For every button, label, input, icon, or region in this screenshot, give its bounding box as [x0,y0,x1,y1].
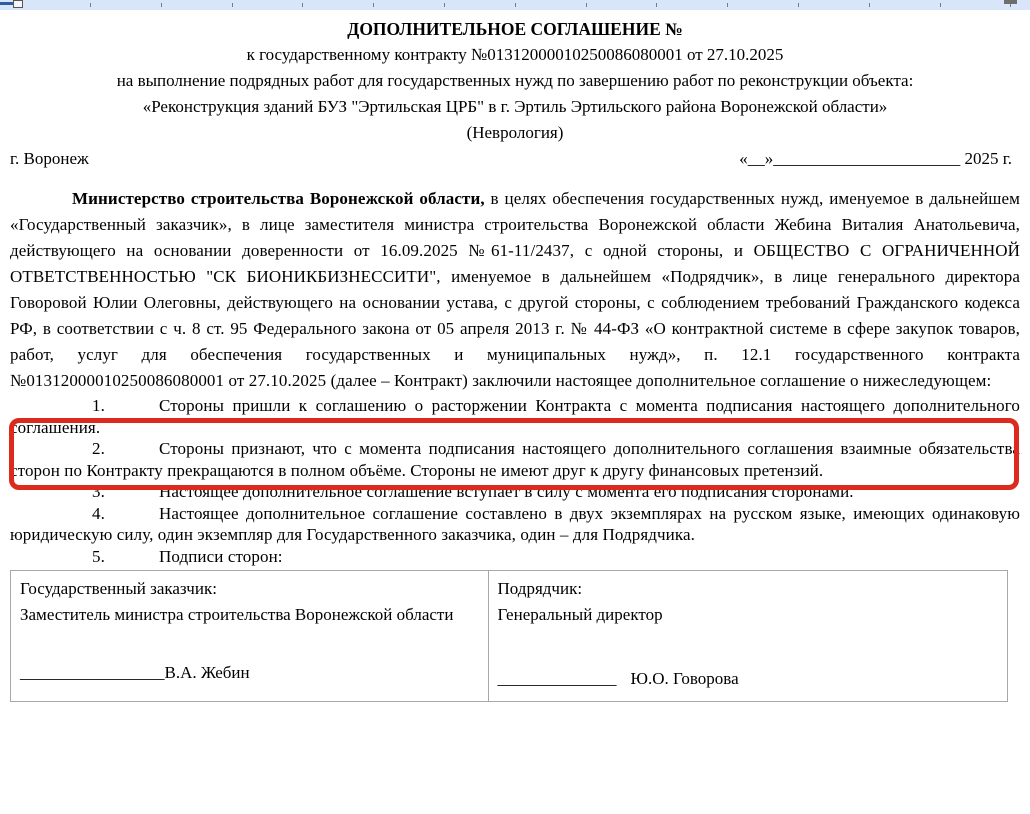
ruler-tick [656,3,657,7]
clause-text: Настоящее дополнительное соглашение вступает в силу с момента его подписания сторонами. [159,482,854,501]
clause-text: Подписи сторон: [159,546,283,566]
ruler-tick [232,3,233,7]
clause-text: Стороны пришли к соглашению о расторжении Контракта с момента подписания настоящего дополнительного соглашения. [10,396,1020,437]
customer-signature-row [20,660,479,686]
document-page [0,10,1030,702]
ruler-tick [302,3,303,7]
clause-number: 2. [92,439,105,458]
dateline-city: г. Воронеж [10,149,89,168]
customer-cell [11,571,489,701]
signature-table [10,570,1008,702]
ruler-indent-marker[interactable] [13,0,23,8]
clause-number: 1. [92,396,105,415]
clause-item-4 [10,503,1020,546]
ruler-tick [515,3,516,7]
customer-signatory-name: В.А. Жебин [164,663,250,682]
contractor-role: Подрядчик: [497,579,583,598]
customer-signature-blank: _________________ [20,663,165,682]
ruler-tick [869,3,870,7]
ruler-tick [1010,3,1011,7]
clause-number: 5. [92,546,105,566]
clause-text: Стороны признают, что с момента подписания настоящего дополнительного соглашения взаимные обязательства сторон по Контракту прекращаются в полном объёме. Стороны не имеют друг к другу финансовых претензий. [10,439,1020,480]
ruler-end-cap [1004,0,1017,4]
contractor-signature-blank: ______________ [497,669,617,688]
dateline-date-blank: «__»______________________ 2025 г. [739,149,1012,168]
ruler-tick [90,3,91,7]
contractor-cell [489,571,1007,701]
ruler-tick [940,3,941,7]
subtitle-work-description: на выполнение подрядных работ для государственных нужд по завершению работ по реконструкции объекта: [116,71,914,90]
clause-item-3 [10,481,1020,503]
dateline [10,146,1020,172]
preamble-lead-bold: Министерство строительства Воронежской области, [72,189,485,208]
ruler-tick [727,3,728,7]
customer-position: Заместитель министра строительства Воронежской области [20,605,454,624]
contractor-signature-row [498,666,998,692]
clause-text: Настоящее дополнительное соглашение составлено в двух экземплярах на русском языке, имеющих одинаковую юридическую силу, один экземпляр для Государственного заказчика, один – для Подрядчика. [10,503,1020,544]
subtitle-contract-number: к государственному контракту №01312000010250086080001 от 27.10.2025 [246,45,784,64]
customer-role: Государственный заказчик: [20,579,217,598]
clause-item-2 [10,438,1020,481]
ruler [0,0,1030,10]
ruler-tick [586,3,587,7]
ruler-tick [161,3,162,7]
highlighted-clause-wrap [10,438,1020,481]
ruler-tick [444,3,445,7]
clauses-list [10,395,1020,567]
document-title: ДОПОЛНИТЕЛЬНОЕ СОГЛАШЕНИЕ № [347,19,683,39]
ruler-tick [798,3,799,7]
ruler-origin-line [0,2,14,5]
clause-number: 3. [92,482,105,501]
clause-item-5 [10,546,1020,568]
preamble-paragraph [10,186,1020,394]
contractor-signatory-name: Ю.О. Говорова [630,669,739,688]
contractor-position: Генеральный директор [497,605,663,624]
subtitle-object-name: «Реконструкция зданий БУЗ "Эртильская ЦРБ" в г. Эртиль Эртильского района Воронежской области» [142,97,888,116]
subtitle-department: (Неврология) [466,123,564,142]
clause-number: 4. [92,503,105,523]
clause-item-1 [10,395,1020,438]
ruler-tick [373,3,374,7]
preamble-body-text: в целях обеспечения государственных нужд, именуемое в дальнейшем «Государственный заказчик», в лице заместителя министра строительства Воронежской области Жебина Виталия Анатольевича, действующего на основании доверенности от 16.09.2025 №61-11/2437, с одной стороны, и ОБЩЕСТВО С ОГРАНИЧЕННОЙ ОТВЕТСТВЕННОСТЬЮ "СК БИОНИКБИЗНЕССИТИ", именуемое в дальнейшем «Подрядчик», в лице генерального директора Говоровой Юлии Олеговны, действующего на основании устава, с другой стороны, с соблюдением требований Гражданского кодекса РФ, в соответствии с ч. 8 ст. 95 Федерального закона от 05 апреля 2013 г. № 44-ФЗ «О контрактной системе в сфере закупок товаров, работ, услуг для обеспечения государственных и муниципальных нужд», п. 12.1 государственного контракта №01312000010250086080001 от 27.10.2025 (далее – Контракт) заключили настоящее дополнительное соглашение о нижеследующем: [10,189,1020,390]
